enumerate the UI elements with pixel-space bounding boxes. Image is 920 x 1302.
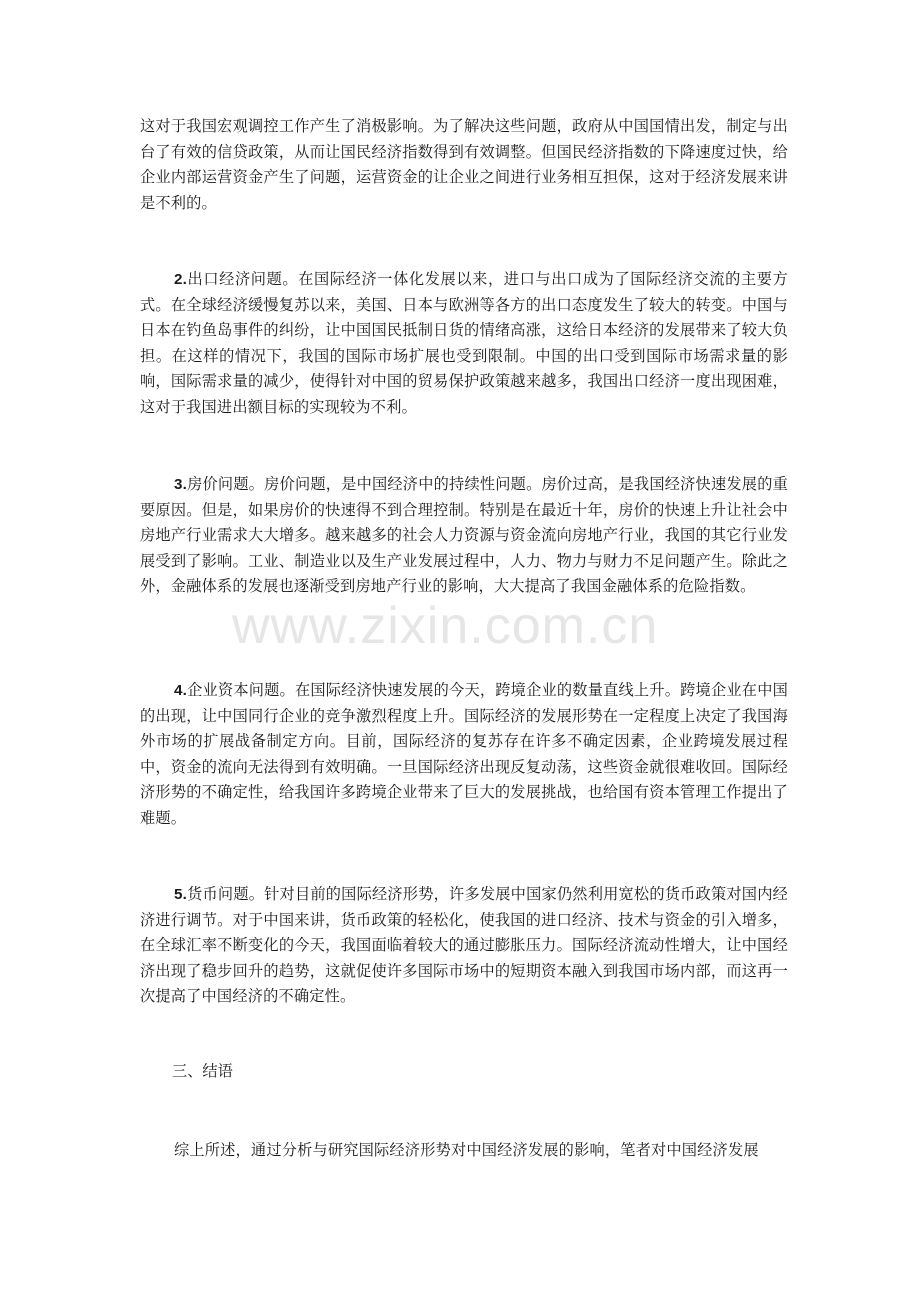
paragraph-conclusion-text: 综上所述，通过分析与研究国际经济形势对中国经济发展的影响，笔者对中国经济发展 xyxy=(174,1141,759,1159)
paragraph-export-issue xyxy=(140,267,788,421)
section-heading-conclusion: 三、结语 xyxy=(172,1062,233,1080)
paragraph-capital-issue-text: 企业资本问题。在国际经济快速发展的今天，跨境企业的数量直线上升。跨境企业在中国的出现，让中国同行企业的竞争激烈程度上升。国际经济的发展形势在一定程度上决定了我国海外市场的扩展战备制定方向。目前，国际经济的复苏存在许多不确定因素，企业跨境发展过程中，资金的流向无法得到有效明确。一旦国际经济出现反复动荡，这些资金就很难收回。国际经济形势的不确定性，给我国许多跨境企业带来了巨大的发展挑战，也给国有资本管理工作提出了难题。 xyxy=(140,681,788,827)
paragraph-intro-text: 这对于我国宏观调控工作产生了消极影响。为了解决这些问题，政府从中国国情出发，制定与出台了有效的信贷政策，从而让国民经济指数得到有效调整。但国民经济指数的下降速度过快，给企业内部运营资金产生了问题，运营资金的让企业之间进行业务相互担保，这对于经济发展来讲是不利的。 xyxy=(140,117,788,212)
paragraph-number: 2. xyxy=(174,271,188,288)
paragraph-conclusion xyxy=(140,1138,788,1164)
paragraph-currency-issue xyxy=(140,882,788,1010)
paragraph-capital-issue xyxy=(140,678,788,832)
paragraph-currency-issue-text: 货币问题。针对目前的国际经济形势，许多发展中国家仍然利用宽松的货币政策对国内经济进行调节。对于中国来讲，货币政策的轻松化，使我国的进口经济、技术与资金的引入增多，在全球汇率不断变化的今天，我国面临着较大的通过膨胀压力。国际经济流动性增大，让中国经济出现了稳步回升的趋势，这就促使许多国际市场中的短期资本融入到我国市场内部，而这再一次提高了中国经济的不确定性。 xyxy=(140,885,788,1006)
paragraph-number: 5. xyxy=(174,886,188,903)
paragraph-intro xyxy=(140,114,788,216)
paragraph-number: 4. xyxy=(174,682,188,699)
paragraph-number: 3. xyxy=(174,476,188,493)
paragraph-housing-issue xyxy=(140,472,788,600)
paragraph-housing-issue-text: 房价问题。房价问题，是中国经济中的持续性问题。房价过高，是我国经济快速发展的重要原因。但是，如果房价的快速得不到合理控制。特别是在最近十年，房价的快速上升让社会中房地产行业需求大大增多。越来越多的社会人力资源与资金流向房地产行业，我国的其它行业发展受到了影响。工业、制造业以及生产业发展过程中，人力、物力与财力不足问题产生。除此之外，金融体系的发展也逐渐受到房地产行业的影响，大大提高了我国金融体系的危险指数。 xyxy=(140,475,788,596)
watermark-text: www.zixin.com.cn xyxy=(232,597,659,655)
paragraph-export-issue-text: 出口经济问题。在国际经济一体化发展以来，进口与出口成为了国际经济交流的主要方式。在全球经济缓慢复苏以来，美国、日本与欧洲等各方的出口态度发生了较大的转变。中国与日本在钓鱼岛事件的纠纷，让中国国民抵制日货的情绪高涨，这给日本经济的发展带来了较大负担。在这样的情况下，我国的国际市场扩展也受到限制。中国的出口受到国际市场需求量的影响，国际需求量的减少，使得针对中国的贸易保护政策越来越多，我国出口经济一度出现困难，这对于我国进出额目标的实现较为不利。 xyxy=(140,270,788,416)
